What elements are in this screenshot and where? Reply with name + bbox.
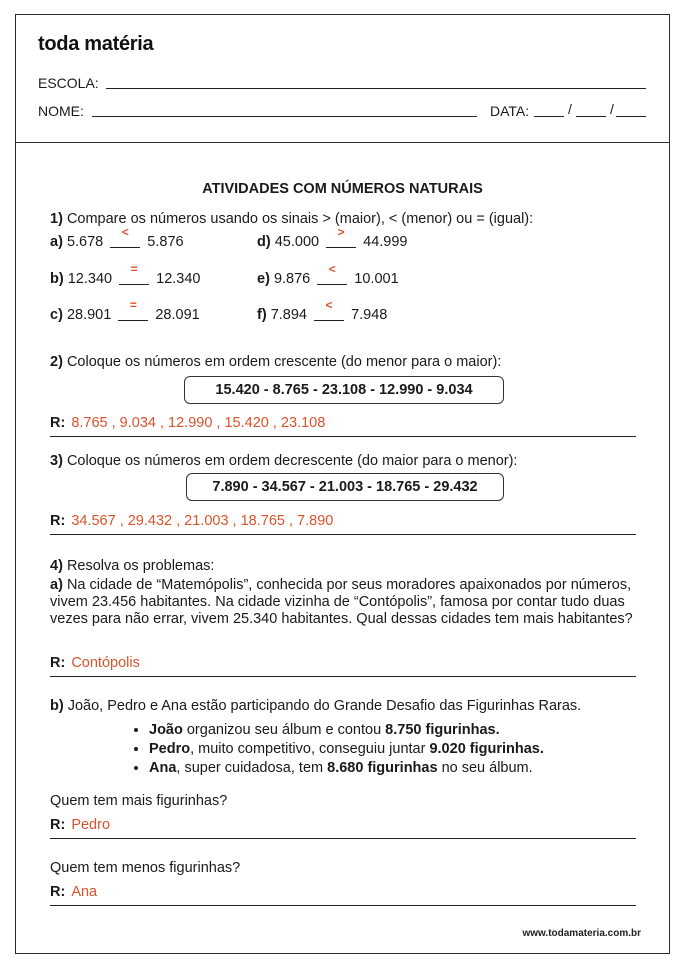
answer-text: Contópolis <box>71 655 140 671</box>
problem-text: João, Pedro e Ana estão participando do Grande Desafio das Figurinhas Raras. <box>67 698 582 714</box>
compare-item-f <box>257 298 388 323</box>
answer-sign: = <box>129 298 137 312</box>
right-number: 44.999 <box>363 234 408 250</box>
item-label: d) <box>257 234 271 250</box>
answer-sign: < <box>328 262 336 276</box>
question-3 <box>50 453 517 470</box>
left-number: 9.876 <box>273 271 311 287</box>
date-label: DATA: <box>490 103 530 119</box>
answer-label: R: <box>50 513 66 529</box>
problem-label: a) <box>50 577 63 593</box>
numbers-box: 15.420 - 8.765 - 23.108 - 12.990 - 9.034 <box>184 376 504 404</box>
answer-line[interactable] <box>50 655 636 677</box>
item-label: e) <box>257 271 270 287</box>
answer-text: Ana <box>71 884 98 900</box>
header-divider <box>16 142 669 143</box>
answer-sign: < <box>325 298 333 312</box>
list-item: • João organizou seu álbum e contou 8.750 figurinhas. <box>149 721 544 740</box>
list-item: • Ana, super cuidadosa, tem 8.680 figurinhas no seu álbum. <box>149 759 544 778</box>
worksheet <box>15 14 670 954</box>
right-number: 12.340 <box>156 271 201 287</box>
sub-question-more: Quem tem mais figurinhas? <box>50 793 228 809</box>
left-number: 28.901 <box>66 307 112 323</box>
left-number: 12.340 <box>67 271 113 287</box>
footer-url: www.todamateria.com.br <box>522 928 641 939</box>
question-text: Coloque os números em ordem crescente (do menor para o maior): <box>66 354 502 370</box>
compare-item-b <box>50 262 201 287</box>
question-text: Coloque os números em ordem decrescente (do maior para o menor): <box>66 453 518 469</box>
answer-label: R: <box>50 415 66 431</box>
right-number: 7.948 <box>351 307 388 323</box>
answer-blank[interactable] <box>314 262 350 287</box>
question-text: Compare os números usando os sinais > (maior), < (menor) ou = (igual): <box>66 211 534 227</box>
date-month-field[interactable] <box>576 116 606 117</box>
problem-text: Na cidade de “Matemópolis”, conhecida por seus moradores apaixonados por números, vivem 23.456 habitantes. Na cidade vizinha de “Contópolis”, famosa por contar tudo duas vezes para não errar, vivem 25.340 habitantes. Qual dessas cidades tem mais habitantes? <box>50 577 633 627</box>
answer-text: Pedro <box>71 817 111 833</box>
date-day-field[interactable] <box>534 116 564 117</box>
problem-b <box>50 698 581 715</box>
right-number: 28.091 <box>155 307 200 323</box>
sub-question-less: Quem tem menos figurinhas? <box>50 860 241 876</box>
answer-blank[interactable] <box>115 298 151 323</box>
item-label: c) <box>50 307 63 323</box>
compare-item-e <box>257 262 399 287</box>
right-number: 5.876 <box>147 234 184 250</box>
date-year-field[interactable] <box>616 116 646 117</box>
answer-blank[interactable] <box>107 225 143 250</box>
question-text: Resolva os problemas: <box>66 558 215 574</box>
list-item: • Pedro, muito competitivo, conseguiu juntar 9.020 figurinhas. <box>149 740 544 759</box>
page-title: ATIVIDADES COM NÚMEROS NATURAIS <box>202 181 483 197</box>
answer-label: R: <box>50 655 66 671</box>
question-number: 4) <box>50 558 63 574</box>
answer-line[interactable] <box>50 415 636 437</box>
brand-logo: toda matéria <box>38 33 154 55</box>
compare-item-c <box>50 298 200 323</box>
question-number: 1) <box>50 211 63 227</box>
school-field[interactable] <box>106 88 646 89</box>
question-number: 2) <box>50 354 63 370</box>
answer-label: R: <box>50 884 66 900</box>
question-number: 3) <box>50 453 63 469</box>
date-separator: / <box>610 101 614 117</box>
answer-text: 34.567 , 29.432 , 21.003 , 18.765 , 7.890 <box>71 513 334 529</box>
item-label: f) <box>257 307 267 323</box>
compare-item-a <box>50 225 184 250</box>
answer-line[interactable] <box>50 817 636 839</box>
school-label: ESCOLA: <box>38 75 99 91</box>
name-field[interactable] <box>92 116 477 117</box>
numbers-box: 7.890 - 34.567 - 21.003 - 18.765 - 29.432 <box>186 473 504 501</box>
answer-sign: > <box>337 225 345 239</box>
answer-sign: = <box>130 262 138 276</box>
item-label: a) <box>50 234 63 250</box>
name-label: NOME: <box>38 103 84 119</box>
answer-blank[interactable] <box>323 225 359 250</box>
item-label: b) <box>50 271 64 287</box>
question-4 <box>50 558 214 575</box>
problem-label: b) <box>50 698 64 714</box>
answer-line[interactable] <box>50 884 636 906</box>
answer-blank[interactable] <box>311 298 347 323</box>
answer-label: R: <box>50 817 66 833</box>
answer-text: 8.765 , 9.034 , 12.990 , 15.420 , 23.108 <box>71 415 326 431</box>
right-number: 10.001 <box>354 271 399 287</box>
figurinhas-list <box>131 721 544 778</box>
compare-item-d <box>257 225 408 250</box>
left-number: 5.678 <box>66 234 104 250</box>
date-separator: / <box>568 101 572 117</box>
left-number: 7.894 <box>270 307 307 323</box>
answer-sign: < <box>121 225 129 239</box>
answer-line[interactable] <box>50 513 636 535</box>
question-2 <box>50 354 501 371</box>
left-number: 45.000 <box>274 234 320 250</box>
problem-a <box>50 577 638 628</box>
answer-blank[interactable] <box>116 262 152 287</box>
